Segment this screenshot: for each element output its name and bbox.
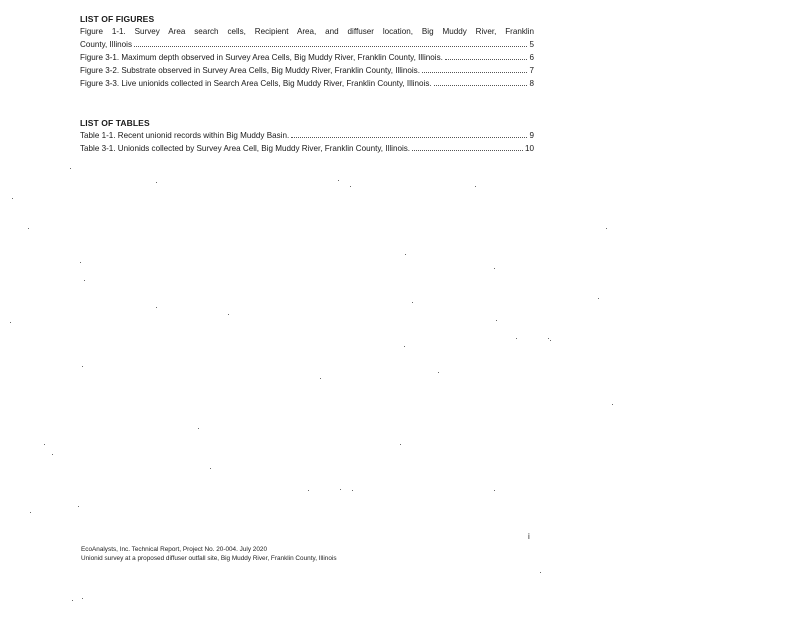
footer-title-line: Unionid survey at a proposed diffuser outfall site, Big Muddy River, Franklin County, Illinois: [81, 555, 337, 562]
table-entry-3-1-page: 10: [524, 144, 534, 153]
table-entry-1-1[interactable]: [80, 129, 534, 142]
dot-leader: [291, 137, 527, 138]
page-number: i: [528, 532, 530, 541]
footer-report-line: EcoAnalysts, Inc. Technical Report, Project No. 20-004. July 2020: [81, 546, 268, 553]
scan-speck: [350, 186, 351, 187]
dot-leader: [412, 150, 523, 151]
figure-entry-3-3-page: 8: [529, 79, 534, 88]
scan-speck: [228, 314, 229, 315]
scan-speck: [52, 454, 53, 455]
scan-speck: [496, 320, 497, 321]
scan-speck: [494, 268, 495, 269]
scan-speck: [550, 340, 551, 341]
scan-speck: [84, 280, 85, 281]
scan-speck: [598, 298, 599, 299]
scan-speck: [198, 428, 199, 429]
list-of-tables-heading: LIST OF TABLES: [80, 118, 150, 128]
dot-leader: [434, 85, 528, 86]
list-of-figures-heading: LIST OF FIGURES: [80, 14, 155, 24]
scan-speck: [340, 489, 341, 490]
figure-entry-1-1-line2: County, Illinois: [80, 40, 133, 49]
figure-entry-3-2[interactable]: [80, 64, 534, 77]
list-of-figures: [80, 13, 534, 90]
scan-speck: [308, 490, 309, 491]
scan-speck: [412, 302, 413, 303]
scan-speck: [70, 168, 71, 169]
scan-speck: [606, 228, 607, 229]
scan-speck: [72, 600, 73, 601]
scan-speck: [404, 346, 405, 347]
scan-speck: [438, 372, 439, 373]
scan-speck: [82, 598, 83, 599]
scan-speck: [210, 468, 211, 469]
scan-speck: [44, 444, 45, 445]
scan-speck: [475, 186, 476, 187]
scan-speck: [12, 198, 13, 199]
table-entry-3-1[interactable]: [80, 142, 534, 155]
scan-speck: [156, 182, 157, 183]
figure-entry-1-1[interactable]: [80, 25, 534, 51]
figure-entry-1-1-line1: Figure 1-1. Survey Area search cells, Recipient Area, and diffuser location, Big Muddy River, Franklin: [80, 27, 534, 36]
scan-speck: [80, 262, 81, 263]
dot-leader: [422, 72, 528, 73]
figure-entry-3-3-text: Figure 3-3. Live unionids collected in Search Area Cells, Big Muddy River, Franklin County, Illinois.: [80, 79, 432, 88]
figure-entry-3-1-text: Figure 3-1. Maximum depth observed in Survey Area Cells, Big Muddy River, Franklin County, Illinois.: [80, 53, 443, 62]
list-of-tables: [80, 117, 534, 155]
scan-speck: [352, 490, 353, 491]
scan-speck: [156, 307, 157, 308]
scan-speck: [30, 512, 31, 513]
figure-entry-3-2-text: Figure 3-2. Substrate observed in Survey Area Cells, Big Muddy River, Franklin County, Illinois.: [80, 66, 420, 75]
scan-speck: [78, 506, 79, 507]
figure-entry-3-3[interactable]: [80, 77, 534, 90]
table-entry-3-1-text: Table 3-1. Unionids collected by Survey Area Cell, Big Muddy River, Franklin County, Illinois.: [80, 144, 411, 153]
scan-speck: [400, 444, 401, 445]
table-entry-1-1-page: 9: [529, 131, 534, 140]
scan-speck: [612, 404, 613, 405]
scan-speck: [320, 378, 321, 379]
dot-leader: [134, 46, 527, 47]
scan-speck: [28, 228, 29, 229]
dot-leader: [445, 59, 528, 60]
figure-entry-3-1-page: 6: [529, 53, 534, 62]
scan-speck: [405, 254, 406, 255]
table-entry-1-1-text: Table 1-1. Recent unionid records within Big Muddy Basin.: [80, 131, 290, 140]
scan-speck: [494, 490, 495, 491]
scan-speck: [540, 572, 541, 573]
scan-speck: [10, 322, 11, 323]
page-footer: [81, 545, 337, 563]
scan-speck: [338, 180, 339, 181]
scan-speck: [82, 366, 83, 367]
figure-entry-1-1-page: 5: [529, 40, 534, 49]
figure-entry-3-2-page: 7: [529, 66, 534, 75]
scan-speck: [516, 338, 517, 339]
scan-speck: [548, 338, 549, 339]
figure-entry-3-1[interactable]: [80, 51, 534, 64]
